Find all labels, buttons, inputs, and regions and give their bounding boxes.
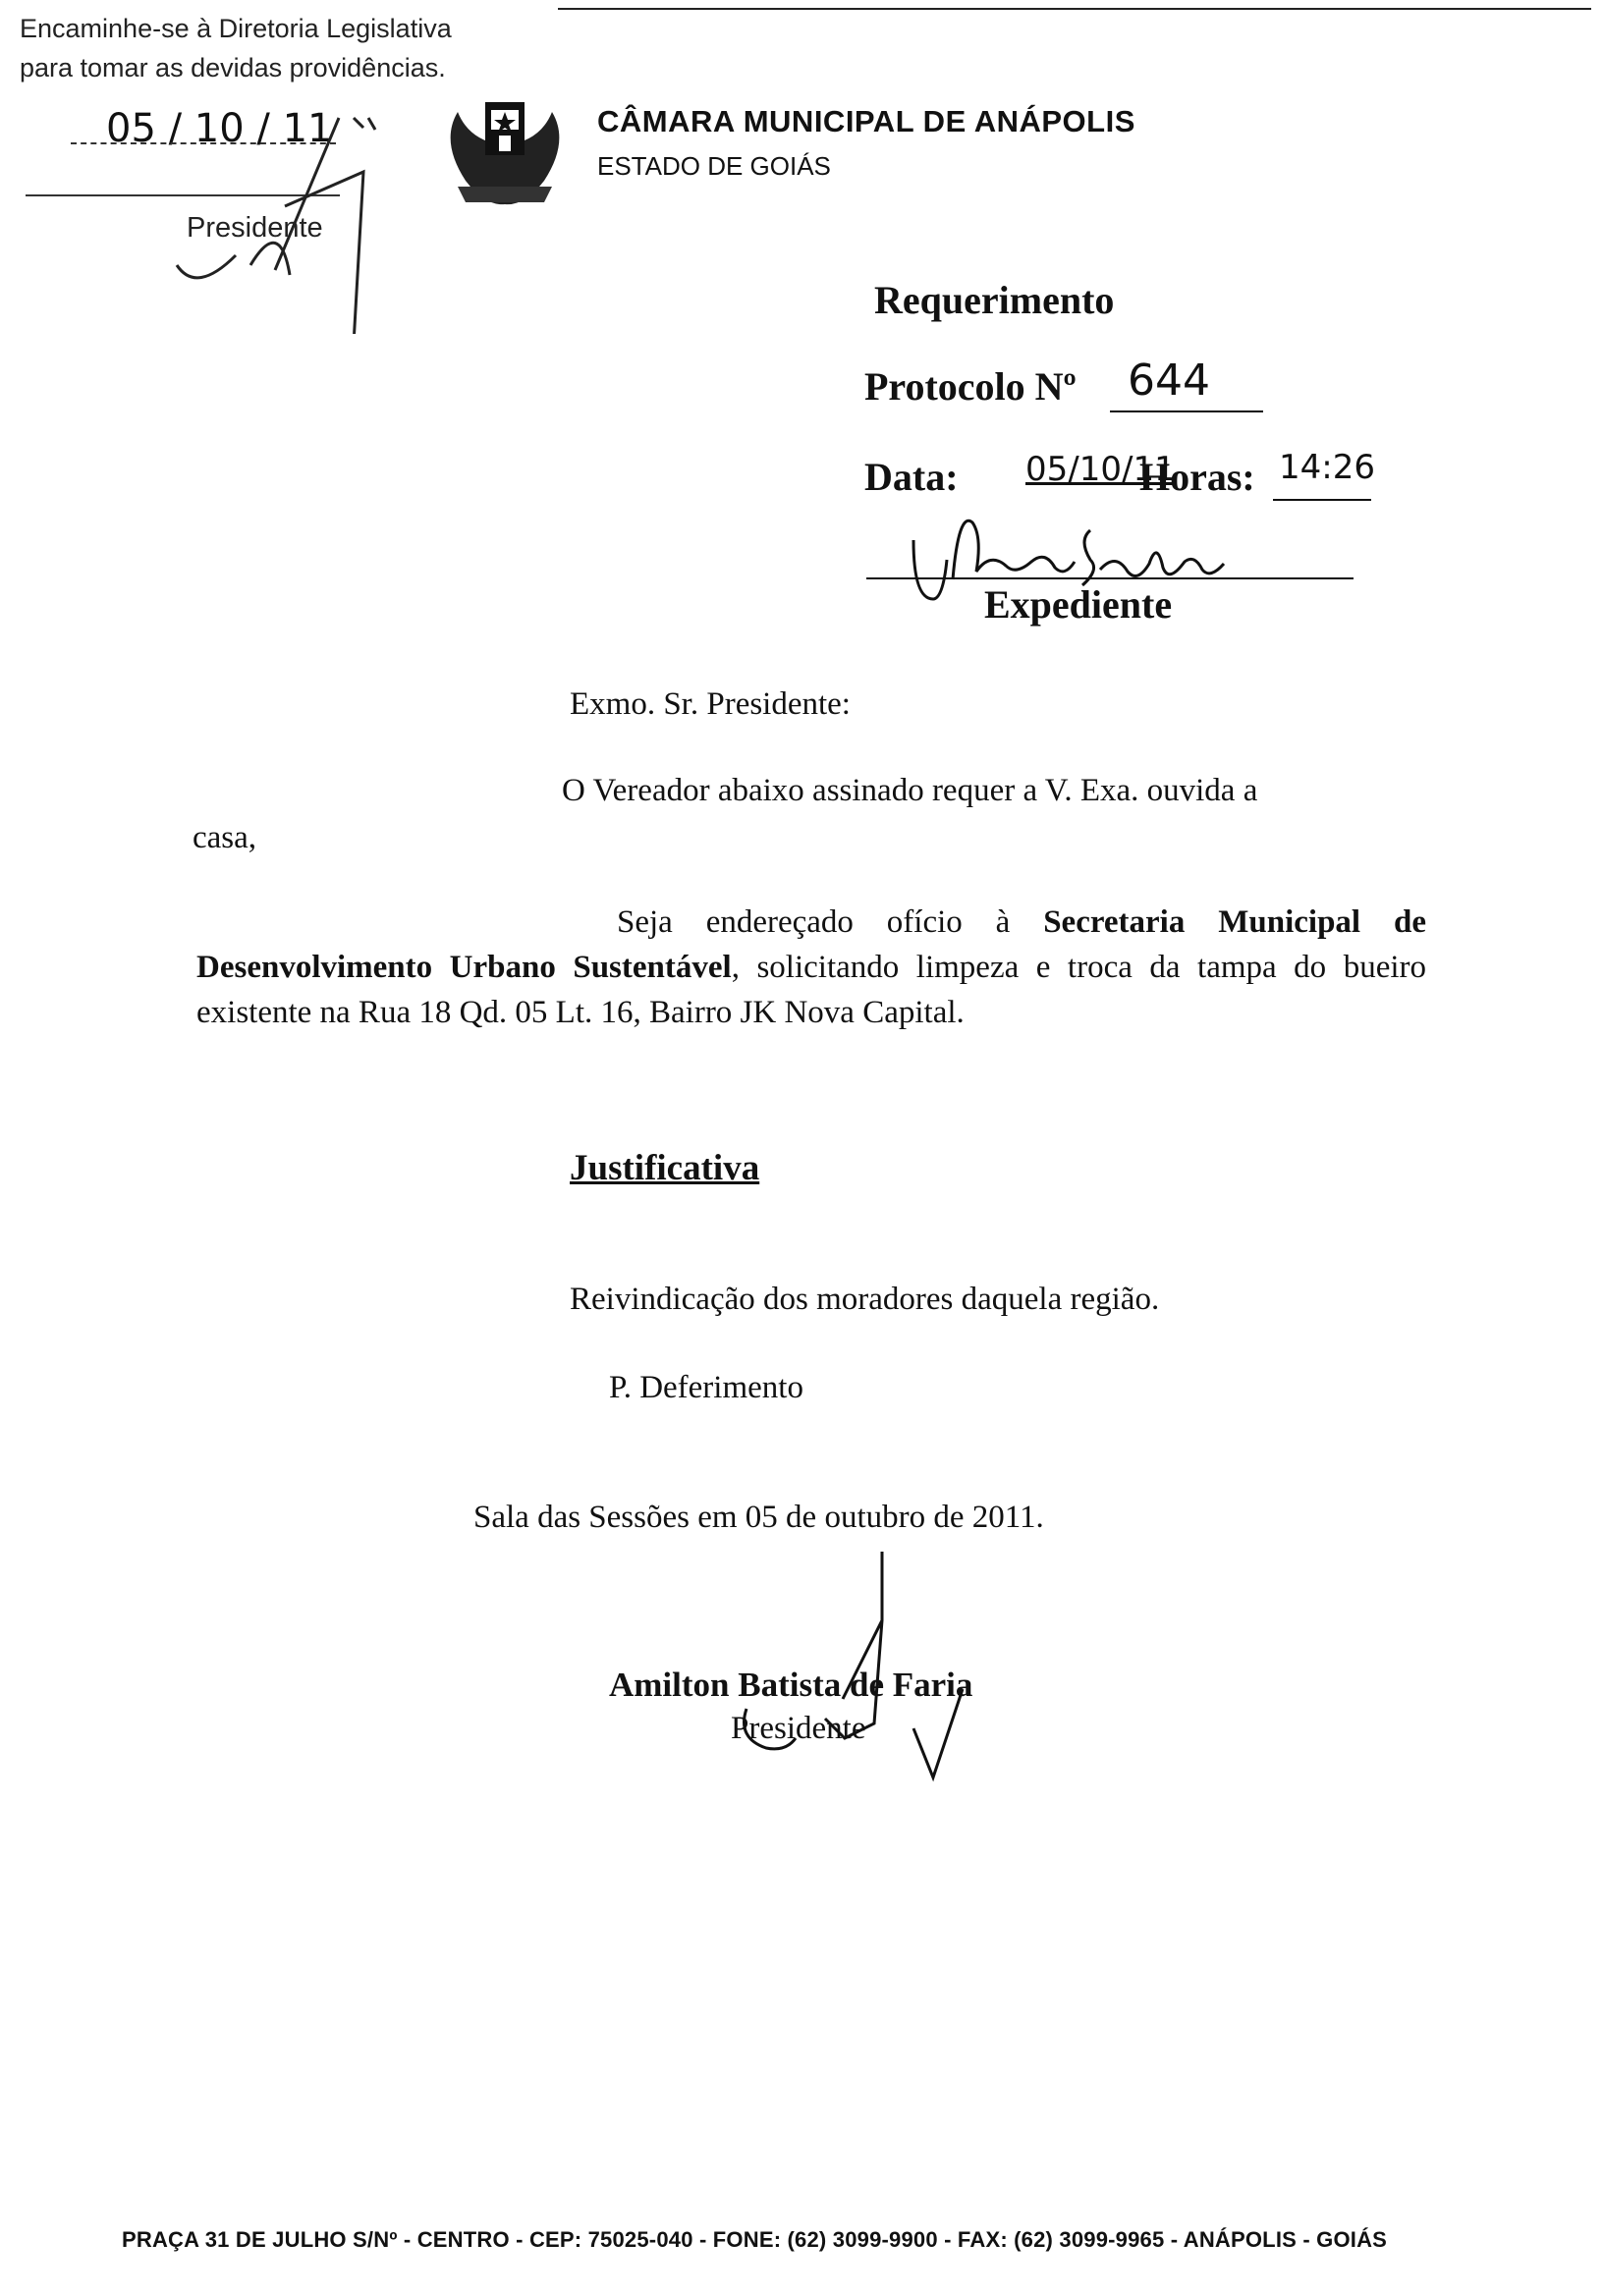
stamp-dispatch-line2: para tomar as devidas providências. (20, 53, 446, 82)
expediente-rule (866, 577, 1354, 579)
stamp-dispatch-line1: Encaminhe-se à Diretoria Legislativa (20, 14, 452, 43)
data-label: Data: (864, 455, 959, 499)
data-value: 05/10/11 (1025, 450, 1176, 489)
horas-value: 14:26 (1279, 448, 1375, 487)
footer-address: PRAÇA 31 DE JULHO S/Nº - CENTRO - CEP: 75025-040 - FONE: (62) 3099-9900 - FAX: (62) 3099-9965 - ANÁPOLIS - GOIÁS (122, 2227, 1388, 2252)
request-body-paragraph (196, 900, 1426, 1035)
org-state: ESTADO DE GOIÁS (597, 151, 831, 181)
deferimento: P. Deferimento (609, 1370, 803, 1405)
top-rule (558, 8, 1591, 10)
request-paragraph-line1: O Vereador abaixo assinado requer a V. Exa. ouvida a (562, 773, 1258, 808)
signatory-name: Amilton Batista de Faria (609, 1666, 973, 1704)
org-name: CÂMARA MUNICIPAL DE ANÁPOLIS (597, 104, 1135, 138)
protocolo-label: Protocolo Nº (864, 364, 1077, 409)
request-body-recipient: Secretaria Municipal de Desenvolvimento Urbano Sustentável (196, 904, 1426, 985)
request-body-end: , solicitando limpeza e troca da tampa do bueiro existente na Rua 18 Qd. 05 Lt. 16, Bairro JK Nova Capital. (196, 950, 1427, 1030)
horas-rule (1273, 499, 1371, 501)
protocolo-rule (1110, 410, 1263, 412)
coat-of-arms-icon (438, 92, 572, 210)
horas-label: Horas: (1139, 455, 1255, 499)
stamp-role: Presidente (187, 212, 323, 244)
stamp-signature-scribble (167, 98, 422, 334)
greeting: Exmo. Sr. Presidente: (570, 686, 851, 722)
request-paragraph-continuation: casa, (193, 820, 257, 855)
justificativa-title: Justificativa (570, 1148, 760, 1188)
protocolo-value: 644 (1128, 355, 1210, 406)
request-body-start: Seja endereçado ofício à (617, 904, 1044, 940)
signatory-role: Presidente (731, 1711, 866, 1746)
expediente-label: Expediente (984, 582, 1173, 627)
document-title: Requerimento (874, 278, 1115, 322)
session-date-line: Sala das Sessões em 05 de outubro de 2011. (473, 1500, 1044, 1535)
justificativa-text: Reivindicação dos moradores daquela região. (570, 1282, 1160, 1317)
stamp-date: 05 / 10 / 11 (106, 106, 333, 151)
